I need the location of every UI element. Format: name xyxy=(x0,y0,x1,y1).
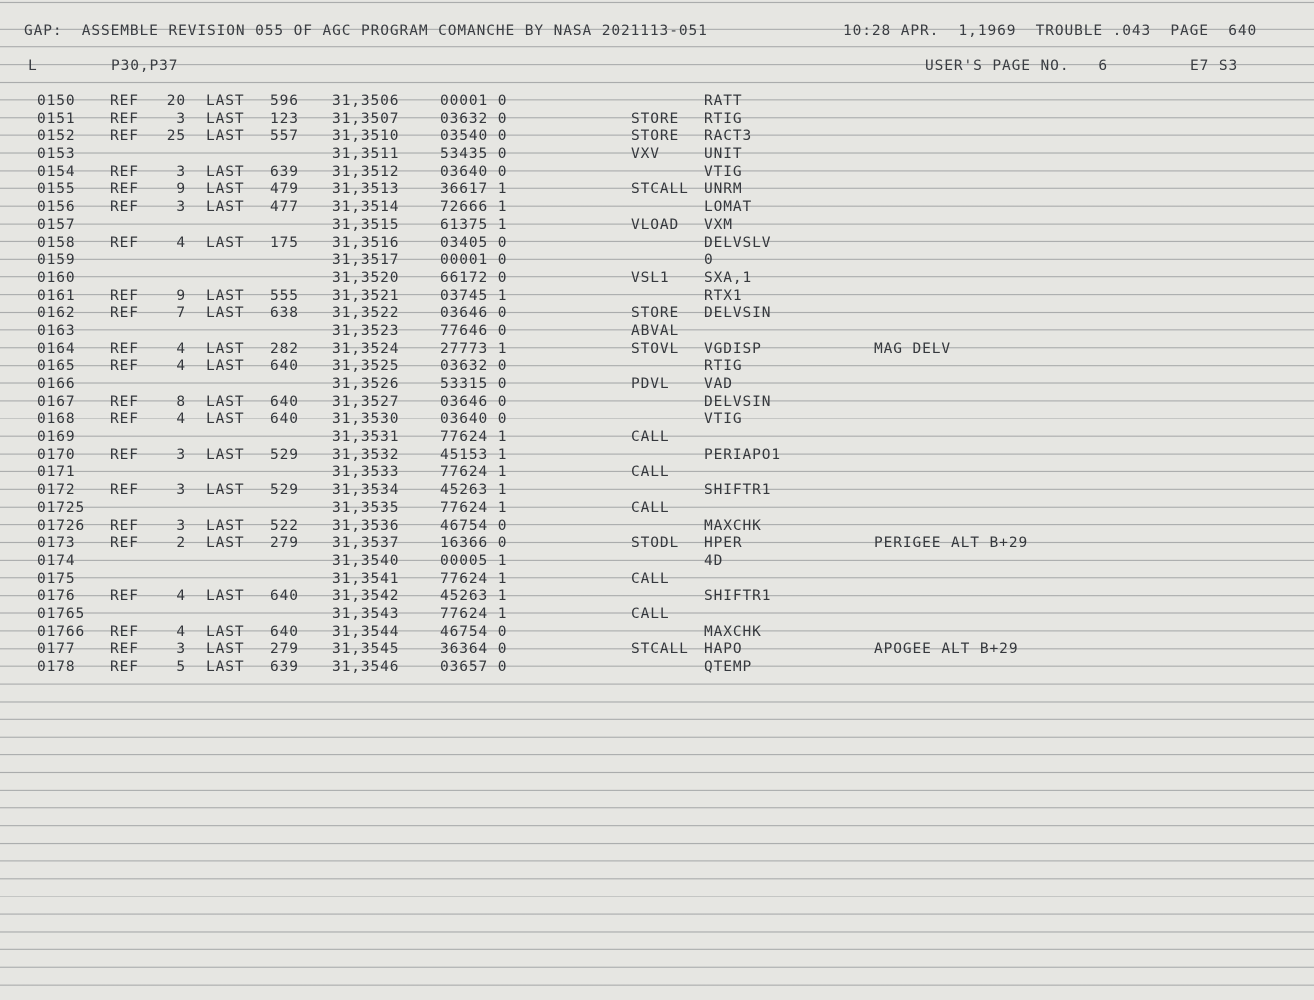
memory-address: 31,3534 xyxy=(332,482,400,499)
ref-label: REF xyxy=(110,110,139,127)
subheader-users-page: USER'S PAGE NO. 6 xyxy=(925,58,1108,74)
operand: SXA,1 xyxy=(704,269,753,286)
listing-row xyxy=(0,499,1314,517)
memory-address: 31,3530 xyxy=(332,411,400,428)
last-page: 529 xyxy=(270,446,299,463)
operand: QTEMP xyxy=(704,659,753,675)
line-number: 0154 xyxy=(37,163,76,180)
listing-row xyxy=(0,623,1314,641)
ref-count: 3 xyxy=(176,163,186,180)
last-label: LAST xyxy=(206,588,245,605)
last-page: 477 xyxy=(270,199,299,216)
listing-row xyxy=(0,410,1314,428)
octal-word: 77646 0 xyxy=(440,322,508,339)
operand: MAXCHK xyxy=(704,623,762,640)
ref-label: REF xyxy=(110,234,139,251)
ref-count: 4 xyxy=(176,234,186,251)
operand: SHIFTR1 xyxy=(704,588,772,605)
octal-word: 00005 1 xyxy=(440,552,508,569)
opcode: STORE xyxy=(631,128,680,145)
last-page: 282 xyxy=(270,340,299,357)
memory-address: 31,3507 xyxy=(332,110,400,127)
subheader-code: E7 S3 xyxy=(1190,58,1239,74)
listing-row xyxy=(0,357,1314,375)
ref-count: 4 xyxy=(176,340,186,357)
octal-word: 03540 0 xyxy=(440,128,508,145)
listing-row xyxy=(0,287,1314,305)
line-number: 01765 xyxy=(37,605,86,622)
last-page: 596 xyxy=(270,93,299,109)
memory-address: 31,3511 xyxy=(332,146,400,163)
memory-address: 31,3542 xyxy=(332,588,400,605)
listing-row xyxy=(0,92,1314,110)
ref-count: 5 xyxy=(176,659,186,675)
octal-word: 27773 1 xyxy=(440,340,508,357)
memory-address: 31,3527 xyxy=(332,393,400,410)
listing-row xyxy=(0,552,1314,570)
memory-address: 31,3514 xyxy=(332,199,400,216)
listing-row xyxy=(0,587,1314,605)
opcode: PDVL xyxy=(631,376,670,392)
ref-label: REF xyxy=(110,199,139,216)
ref-label: REF xyxy=(110,128,139,145)
ref-label: REF xyxy=(110,446,139,463)
last-page: 640 xyxy=(270,358,299,375)
listing-row xyxy=(0,251,1314,269)
subheader-program: P30,P37 xyxy=(111,58,179,74)
octal-word: 03745 1 xyxy=(440,287,508,304)
last-label: LAST xyxy=(206,163,245,180)
octal-word: 61375 1 xyxy=(440,216,508,233)
memory-address: 31,3520 xyxy=(332,269,400,286)
octal-word: 77624 1 xyxy=(440,464,508,481)
memory-address: 31,3545 xyxy=(332,641,400,658)
comment: APOGEE ALT B+29 xyxy=(874,641,1019,658)
operand: RTIG xyxy=(704,358,743,375)
octal-word: 03640 0 xyxy=(440,411,508,428)
opcode: STCALL xyxy=(631,641,689,658)
listing-row xyxy=(0,163,1314,181)
assembly-listing xyxy=(0,92,1314,676)
memory-address: 31,3532 xyxy=(332,446,400,463)
memory-address: 31,3523 xyxy=(332,322,400,339)
last-page: 479 xyxy=(270,181,299,198)
ref-label: REF xyxy=(110,393,139,410)
line-number: 0163 xyxy=(37,322,76,339)
operand: MAXCHK xyxy=(704,517,762,534)
last-label: LAST xyxy=(206,234,245,251)
memory-address: 31,3525 xyxy=(332,358,400,375)
memory-address: 31,3536 xyxy=(332,517,400,534)
operand: HPER xyxy=(704,535,743,552)
ref-label: REF xyxy=(110,287,139,304)
line-number: 0173 xyxy=(37,535,76,552)
octal-word: 36364 0 xyxy=(440,641,508,658)
line-number: 0174 xyxy=(37,552,76,569)
last-page: 640 xyxy=(270,411,299,428)
last-page: 639 xyxy=(270,659,299,675)
ref-count: 9 xyxy=(176,287,186,304)
ref-count: 2 xyxy=(176,535,186,552)
last-label: LAST xyxy=(206,393,245,410)
line-number: 0169 xyxy=(37,429,76,446)
listing-row xyxy=(0,198,1314,216)
ref-count: 20 xyxy=(166,93,186,109)
ref-count: 3 xyxy=(176,482,186,499)
last-label: LAST xyxy=(206,287,245,304)
line-number: 0157 xyxy=(37,216,76,233)
memory-address: 31,3537 xyxy=(332,535,400,552)
listing-row xyxy=(0,517,1314,535)
octal-word: 16366 0 xyxy=(440,535,508,552)
octal-word: 72666 1 xyxy=(440,199,508,216)
operand: RTIG xyxy=(704,110,743,127)
last-label: LAST xyxy=(206,181,245,198)
last-label: LAST xyxy=(206,535,245,552)
ref-count: 3 xyxy=(176,446,186,463)
memory-address: 31,3546 xyxy=(332,659,400,675)
comment: PERIGEE ALT B+29 xyxy=(874,535,1029,552)
octal-word: 03646 0 xyxy=(440,305,508,322)
ref-count: 3 xyxy=(176,110,186,127)
octal-word: 00001 0 xyxy=(440,93,508,109)
memory-address: 31,3513 xyxy=(332,181,400,198)
last-page: 640 xyxy=(270,623,299,640)
operand: VAD xyxy=(704,376,733,392)
ref-label: REF xyxy=(110,358,139,375)
memory-address: 31,3544 xyxy=(332,623,400,640)
ref-count: 7 xyxy=(176,305,186,322)
last-page: 639 xyxy=(270,163,299,180)
last-label: LAST xyxy=(206,305,245,322)
opcode: ABVAL xyxy=(631,322,680,339)
ref-count: 4 xyxy=(176,358,186,375)
ref-count: 4 xyxy=(176,623,186,640)
ref-count: 8 xyxy=(176,393,186,410)
line-number: 0161 xyxy=(37,287,76,304)
listing-row xyxy=(0,605,1314,623)
operand: 4D xyxy=(704,552,724,569)
operand: VTIG xyxy=(704,163,743,180)
ref-label: REF xyxy=(110,411,139,428)
last-page: 555 xyxy=(270,287,299,304)
opcode: STCALL xyxy=(631,181,689,198)
line-number: 0177 xyxy=(37,641,76,658)
octal-word: 45153 1 xyxy=(440,446,508,463)
line-number: 0162 xyxy=(37,305,76,322)
memory-address: 31,3512 xyxy=(332,163,400,180)
line-number: 0160 xyxy=(37,269,76,286)
listing-row xyxy=(0,304,1314,322)
last-page: 640 xyxy=(270,588,299,605)
opcode: CALL xyxy=(631,570,670,587)
octal-word: 36617 1 xyxy=(440,181,508,198)
memory-address: 31,3524 xyxy=(332,340,400,357)
last-label: LAST xyxy=(206,340,245,357)
opcode: CALL xyxy=(631,464,670,481)
line-number: 0166 xyxy=(37,376,76,392)
opcode: STORE xyxy=(631,110,680,127)
listing-row xyxy=(0,269,1314,287)
operand: DELVSIN xyxy=(704,305,772,322)
octal-word: 03640 0 xyxy=(440,163,508,180)
operand: RACT3 xyxy=(704,128,753,145)
memory-address: 31,3506 xyxy=(332,93,400,109)
memory-address: 31,3535 xyxy=(332,499,400,516)
opcode: STODL xyxy=(631,535,680,552)
header-title: GAP: ASSEMBLE REVISION 055 OF AGC PROGRAM COMANCHE BY NASA 2021113-051 xyxy=(24,23,708,39)
memory-address: 31,3540 xyxy=(332,552,400,569)
operand: RTX1 xyxy=(704,287,743,304)
operand: VTIG xyxy=(704,411,743,428)
operand: SHIFTR1 xyxy=(704,482,772,499)
last-page: 175 xyxy=(270,234,299,251)
listing-row xyxy=(0,481,1314,499)
octal-word: 03405 0 xyxy=(440,234,508,251)
line-number: 0152 xyxy=(37,128,76,145)
ref-label: REF xyxy=(110,93,139,109)
line-number: 01725 xyxy=(37,499,86,516)
listing-row xyxy=(0,234,1314,252)
last-label: LAST xyxy=(206,93,245,109)
ref-label: REF xyxy=(110,163,139,180)
ref-count: 25 xyxy=(166,128,186,145)
opcode: STOVL xyxy=(631,340,680,357)
listing-row xyxy=(0,463,1314,481)
opcode: CALL xyxy=(631,499,670,516)
memory-address: 31,3515 xyxy=(332,216,400,233)
octal-word: 03646 0 xyxy=(440,393,508,410)
ref-label: REF xyxy=(110,340,139,357)
opcode: CALL xyxy=(631,605,670,622)
line-number: 0151 xyxy=(37,110,76,127)
operand: VXM xyxy=(704,216,733,233)
listing-row xyxy=(0,216,1314,234)
octal-word: 45263 1 xyxy=(440,588,508,605)
last-page: 522 xyxy=(270,517,299,534)
last-label: LAST xyxy=(206,641,245,658)
opcode: VLOAD xyxy=(631,216,680,233)
opcode: CALL xyxy=(631,429,670,446)
octal-word: 03632 0 xyxy=(440,110,508,127)
operand: UNIT xyxy=(704,146,743,163)
line-number: 01766 xyxy=(37,623,86,640)
listing-row xyxy=(0,534,1314,552)
ref-count: 3 xyxy=(176,517,186,534)
memory-address: 31,3526 xyxy=(332,376,400,392)
listing-row xyxy=(0,322,1314,340)
listing-row xyxy=(0,640,1314,658)
line-number: 0150 xyxy=(37,93,76,109)
ref-count: 4 xyxy=(176,411,186,428)
listing-row xyxy=(0,145,1314,163)
last-page: 279 xyxy=(270,535,299,552)
line-number: 0155 xyxy=(37,181,76,198)
octal-word: 53315 0 xyxy=(440,376,508,392)
octal-word: 66172 0 xyxy=(440,269,508,286)
last-page: 279 xyxy=(270,641,299,658)
last-page: 640 xyxy=(270,393,299,410)
line-number: 0164 xyxy=(37,340,76,357)
ref-label: REF xyxy=(110,623,139,640)
last-label: LAST xyxy=(206,623,245,640)
memory-address: 31,3543 xyxy=(332,605,400,622)
memory-address: 31,3517 xyxy=(332,252,400,269)
octal-word: 03657 0 xyxy=(440,659,508,675)
operand: PERIAPO1 xyxy=(704,446,782,463)
line-number: 0156 xyxy=(37,199,76,216)
last-page: 123 xyxy=(270,110,299,127)
octal-word: 45263 1 xyxy=(440,482,508,499)
ref-label: REF xyxy=(110,181,139,198)
operand: VGDISP xyxy=(704,340,762,357)
opcode: VSL1 xyxy=(631,269,670,286)
line-number: 0176 xyxy=(37,588,76,605)
last-label: LAST xyxy=(206,446,245,463)
operand: DELVSIN xyxy=(704,393,772,410)
line-number: 0178 xyxy=(37,659,76,675)
last-page: 638 xyxy=(270,305,299,322)
ref-label: REF xyxy=(110,588,139,605)
listing-row xyxy=(0,428,1314,446)
memory-address: 31,3522 xyxy=(332,305,400,322)
listing-row xyxy=(0,393,1314,411)
memory-address: 31,3521 xyxy=(332,287,400,304)
memory-address: 31,3533 xyxy=(332,464,400,481)
octal-word: 46754 0 xyxy=(440,517,508,534)
ref-label: REF xyxy=(110,517,139,534)
opcode: STORE xyxy=(631,305,680,322)
memory-address: 31,3541 xyxy=(332,570,400,587)
listing-row xyxy=(0,110,1314,128)
listing-row xyxy=(0,570,1314,588)
last-page: 557 xyxy=(270,128,299,145)
line-number: 0171 xyxy=(37,464,76,481)
last-label: LAST xyxy=(206,358,245,375)
ref-count: 9 xyxy=(176,181,186,198)
ref-count: 3 xyxy=(176,641,186,658)
line-number: 0168 xyxy=(37,411,76,428)
ref-label: REF xyxy=(110,305,139,322)
octal-word: 53435 0 xyxy=(440,146,508,163)
subheader-section: L xyxy=(28,58,38,74)
ref-label: REF xyxy=(110,535,139,552)
comment: MAG DELV xyxy=(874,340,952,357)
operand: UNRM xyxy=(704,181,743,198)
listing-row xyxy=(0,340,1314,358)
line-number: 0175 xyxy=(37,570,76,587)
line-number: 0170 xyxy=(37,446,76,463)
last-label: LAST xyxy=(206,517,245,534)
listing-row xyxy=(0,127,1314,145)
line-number: 01726 xyxy=(37,517,86,534)
ref-label: REF xyxy=(110,482,139,499)
last-label: LAST xyxy=(206,199,245,216)
operand: LOMAT xyxy=(704,199,753,216)
ref-count: 3 xyxy=(176,199,186,216)
operand: RATT xyxy=(704,93,743,109)
line-number: 0153 xyxy=(37,146,76,163)
line-number: 0165 xyxy=(37,358,76,375)
listing-row xyxy=(0,375,1314,393)
octal-word: 03632 0 xyxy=(440,358,508,375)
last-label: LAST xyxy=(206,411,245,428)
ref-label: REF xyxy=(110,641,139,658)
octal-word: 00001 0 xyxy=(440,252,508,269)
last-label: LAST xyxy=(206,110,245,127)
octal-word: 77624 1 xyxy=(440,605,508,622)
octal-word: 77624 1 xyxy=(440,570,508,587)
opcode: VXV xyxy=(631,146,660,163)
operand: HAPO xyxy=(704,641,743,658)
listing-row xyxy=(0,446,1314,464)
operand: DELVSLV xyxy=(704,234,772,251)
listing-row xyxy=(0,180,1314,198)
octal-word: 77624 1 xyxy=(440,499,508,516)
memory-address: 31,3510 xyxy=(332,128,400,145)
line-number: 0158 xyxy=(37,234,76,251)
memory-address: 31,3516 xyxy=(332,234,400,251)
last-label: LAST xyxy=(206,482,245,499)
ref-count: 4 xyxy=(176,588,186,605)
operand: 0 xyxy=(704,252,714,269)
octal-word: 77624 1 xyxy=(440,429,508,446)
last-page: 529 xyxy=(270,482,299,499)
memory-address: 31,3531 xyxy=(332,429,400,446)
line-number: 0172 xyxy=(37,482,76,499)
header-timestamp: 10:28 APR. 1,1969 TROUBLE .043 PAGE 640 xyxy=(843,23,1258,39)
octal-word: 46754 0 xyxy=(440,623,508,640)
ref-label: REF xyxy=(110,659,139,675)
listing-row xyxy=(0,658,1314,676)
last-label: LAST xyxy=(206,128,245,145)
line-number: 0167 xyxy=(37,393,76,410)
last-label: LAST xyxy=(206,659,245,675)
line-number: 0159 xyxy=(37,252,76,269)
